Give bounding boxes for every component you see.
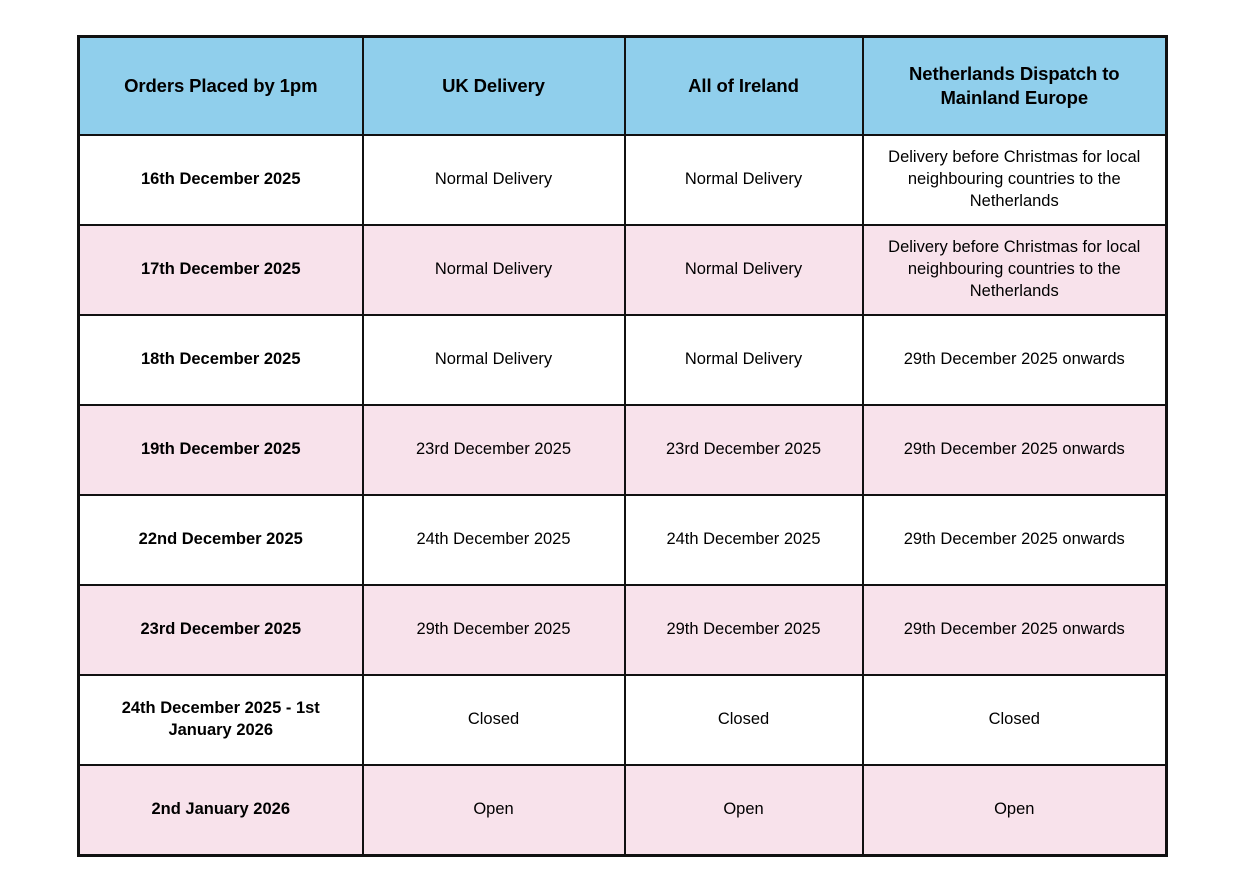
cell-ireland-delivery: Normal Delivery — [625, 135, 863, 225]
delivery-schedule-table — [77, 35, 1168, 857]
cell-order-date: 23rd December 2025 — [79, 585, 363, 675]
cell-ireland-delivery: 23rd December 2025 — [625, 405, 863, 495]
cell-order-date: 16th December 2025 — [79, 135, 363, 225]
table-row — [79, 585, 1167, 675]
table-row — [79, 495, 1167, 585]
column-header-netherlands-dispatch: Netherlands Dispatch to Mainland Europe — [863, 37, 1167, 136]
table-body — [79, 135, 1167, 855]
cell-ireland-delivery: Closed — [625, 675, 863, 765]
table-row — [79, 405, 1167, 495]
table-row — [79, 225, 1167, 315]
cell-netherlands-dispatch: Delivery before Christmas for local neighbouring countries to the Netherlands — [863, 135, 1167, 225]
cell-order-date: 24th December 2025 - 1st January 2026 — [79, 675, 363, 765]
cell-ireland-delivery: 29th December 2025 — [625, 585, 863, 675]
cell-order-date: 22nd December 2025 — [79, 495, 363, 585]
cell-netherlands-dispatch: Delivery before Christmas for local neighbouring countries to the Netherlands — [863, 225, 1167, 315]
cell-netherlands-dispatch: 29th December 2025 onwards — [863, 585, 1167, 675]
cell-ireland-delivery: Open — [625, 765, 863, 855]
column-header-uk-delivery: UK Delivery — [363, 37, 625, 136]
cell-order-date: 19th December 2025 — [79, 405, 363, 495]
cell-netherlands-dispatch: Open — [863, 765, 1167, 855]
cell-uk-delivery: 24th December 2025 — [363, 495, 625, 585]
cell-netherlands-dispatch: 29th December 2025 onwards — [863, 315, 1167, 405]
table-row — [79, 135, 1167, 225]
cell-order-date: 17th December 2025 — [79, 225, 363, 315]
cell-ireland-delivery: Normal Delivery — [625, 315, 863, 405]
cell-uk-delivery: Open — [363, 765, 625, 855]
cell-uk-delivery: Normal Delivery — [363, 135, 625, 225]
cell-uk-delivery: 23rd December 2025 — [363, 405, 625, 495]
table-row — [79, 765, 1167, 855]
cell-ireland-delivery: 24th December 2025 — [625, 495, 863, 585]
delivery-schedule-table-container — [77, 35, 1165, 848]
table-row — [79, 675, 1167, 765]
cell-netherlands-dispatch: Closed — [863, 675, 1167, 765]
cell-netherlands-dispatch: 29th December 2025 onwards — [863, 405, 1167, 495]
table-header-row — [79, 37, 1167, 136]
cell-uk-delivery: Normal Delivery — [363, 225, 625, 315]
cell-order-date: 18th December 2025 — [79, 315, 363, 405]
cell-uk-delivery: Closed — [363, 675, 625, 765]
cell-ireland-delivery: Normal Delivery — [625, 225, 863, 315]
cell-netherlands-dispatch: 29th December 2025 onwards — [863, 495, 1167, 585]
cell-order-date: 2nd January 2026 — [79, 765, 363, 855]
column-header-all-of-ireland: All of Ireland — [625, 37, 863, 136]
table-header — [79, 37, 1167, 136]
cell-uk-delivery: 29th December 2025 — [363, 585, 625, 675]
table-row — [79, 315, 1167, 405]
column-header-orders-placed: Orders Placed by 1pm — [79, 37, 363, 136]
cell-uk-delivery: Normal Delivery — [363, 315, 625, 405]
